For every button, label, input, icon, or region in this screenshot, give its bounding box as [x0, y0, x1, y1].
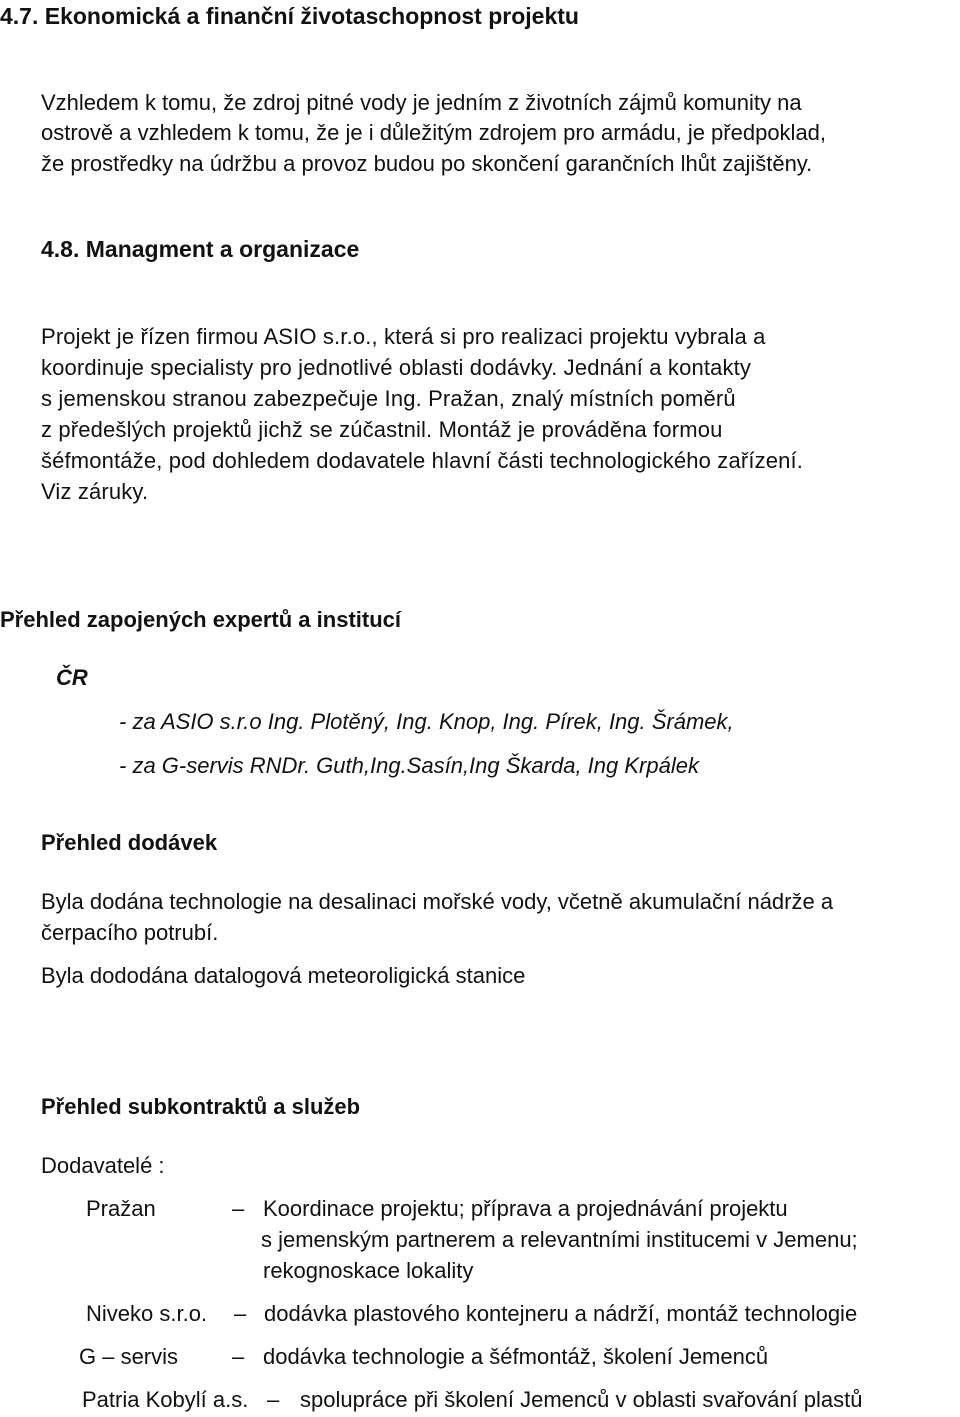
paragraph-line: Vzhledem k tomu, že zdroj pitné vody je jedním z životních zájmů komunity na — [41, 90, 802, 115]
section-4-7-heading: 4.7. Ekonomická a finanční životaschopnost projektu — [0, 3, 579, 29]
supplier-dash: – — [232, 1344, 245, 1369]
paragraph-line: s jemenskou stranou zabezpečuje Ing. Pražan, znalý místních poměrů — [41, 386, 736, 411]
paragraph-line: koordinuje specialisty pro jednotlivé oblasti dodávky. Jednání a kontakty — [41, 355, 752, 380]
supplier-desc-line: dodávka plastového kontejneru a nádrží, montáž technologie — [264, 1301, 858, 1326]
paragraph-line: ostrově a vzhledem k tomu, že je i důležitým zdrojem pro armádu, je předpoklad, — [41, 120, 827, 145]
paragraph-line: šéfmontáže, pod dohledem dodavatele hlavní části technologického zařízení. — [41, 448, 804, 473]
paragraph-line: Projekt je řízen firmou ASIO s.r.o., která si pro realizaci projektu vybrala a — [41, 324, 766, 349]
experts-heading: Přehled zapojených expertů a institucí — [0, 607, 401, 632]
supplier-dash: – — [267, 1387, 280, 1412]
deliveries-paragraph-2: Byla dododána datalogová meteoroligická stanice — [41, 963, 526, 988]
suppliers-label: Dodavatelé : — [41, 1153, 165, 1178]
supplier-dash: – — [232, 1196, 245, 1221]
paragraph-line: Byla dodána technologie na desalinaci mořské vody, včetně akumulační nádrže a — [41, 889, 834, 914]
paragraph-line: čerpacího potrubí. — [41, 920, 219, 945]
supplier-desc-line: rekognoskace lokality — [263, 1258, 474, 1283]
list-item: - za ASIO s.r.o Ing. Plotěný, Ing. Knop, Ing. Pírek, Ing. Šrámek, — [119, 709, 734, 734]
supplier-desc-line: dodávka technologie a šéfmontáž, školení Jemenců — [263, 1344, 769, 1369]
paragraph-line: Viz záruky. — [41, 479, 149, 504]
section-4-8-heading: 4.8. Managment a organizace — [41, 236, 360, 262]
supplier-name: Pražan — [86, 1196, 156, 1221]
deliveries-heading: Přehled dodávek — [41, 830, 218, 855]
supplier-dash: – — [234, 1301, 247, 1326]
subcontracts-heading: Přehled subkontraktů a služeb — [41, 1094, 361, 1119]
supplier-name: Niveko s.r.o. — [86, 1301, 208, 1326]
paragraph-line: že prostředky na údržbu a provoz budou po skončení garančních lhůt zajištěny. — [41, 151, 813, 176]
list-item: - za G-servis RNDr. Guth,Ing.Sasín,Ing Škarda, Ing Krpálek — [119, 753, 699, 778]
supplier-desc-line: s jemenským partnerem a relevantními institucemi v Jemenu; — [261, 1227, 858, 1252]
supplier-desc-line: Koordinace projektu; příprava a projednávání projektu — [263, 1196, 788, 1221]
supplier-name: G – servis — [79, 1344, 179, 1369]
paragraph-line: z předešlých projektů jichž se zúčastnil. Montáž je prováděna formou — [41, 417, 723, 442]
supplier-name: Patria Kobylí a.s. — [82, 1387, 249, 1412]
supplier-desc-line: spolupráce při školení Jemenců v oblasti svařování plastů — [300, 1387, 863, 1412]
country-label: ČR — [56, 665, 88, 690]
